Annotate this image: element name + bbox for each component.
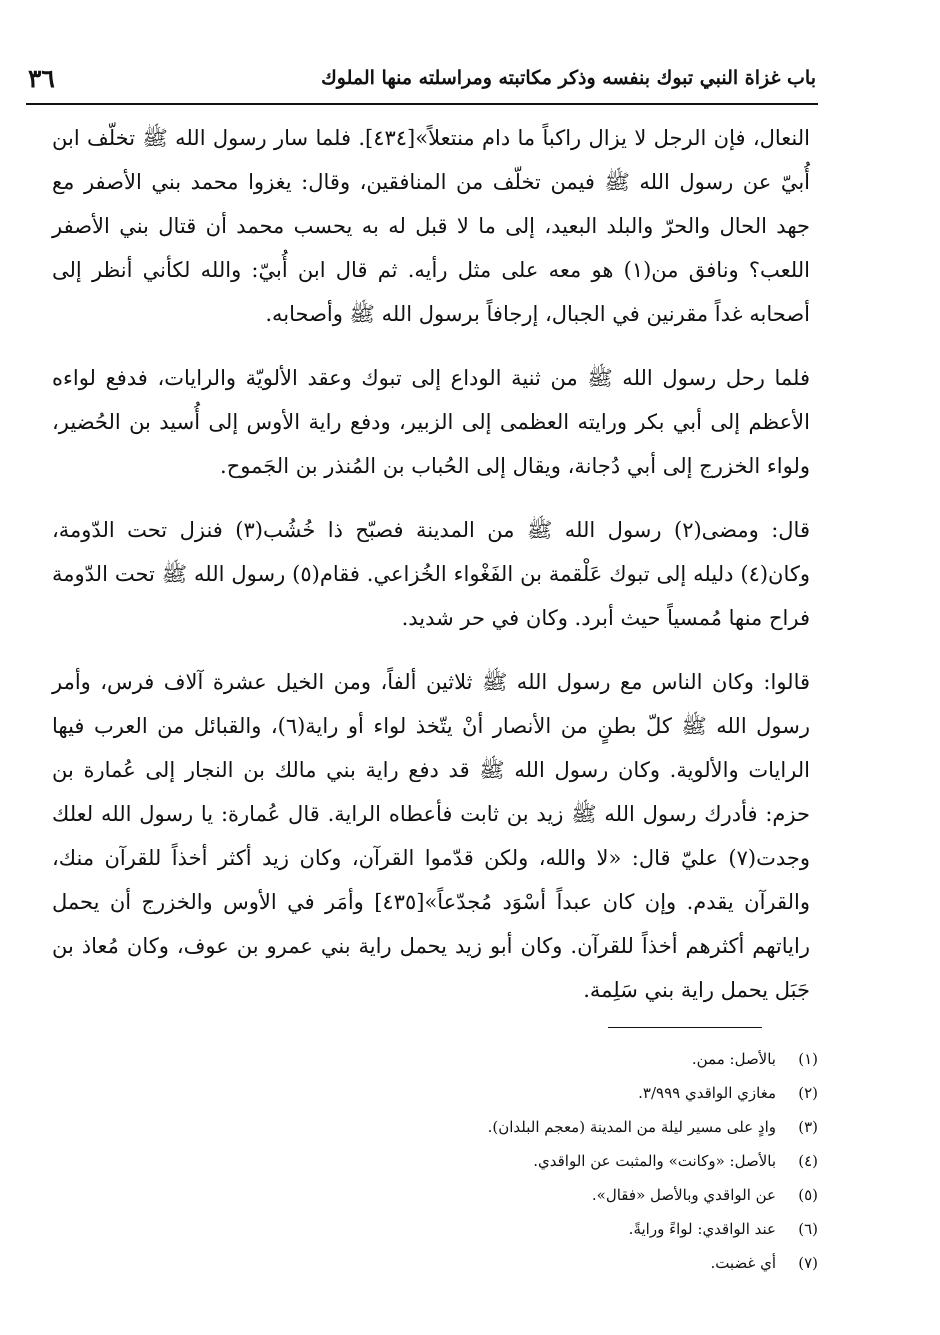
running-title: باب غزاة النبي تبوك بنفسه وذكر مكاتبته ومراسلته منها الملوك <box>321 67 816 89</box>
footnote-number: (٣) <box>798 1118 818 1136</box>
paragraph: فلما رحل رسول الله ﷺ من ثنية الوداع إلى تبوك وعقد الألويّة والرايات، فدفع لواءه الأعظم إلى أبي بكر ورايته العظمى إلى الزبير، ودفع راية الأوس إلى أُسيد بن الحُضير، ولواء الخزرج إلى أبي دُجانة، ويقال إلى الحُباب بن المُنذر بن الجَموح. <box>52 366 810 478</box>
footnote-number: (١) <box>798 1050 818 1068</box>
footnote-text: وادٍ على مسير ليلة من المدينة (معجم البلدان). <box>487 1118 776 1136</box>
header-rule <box>26 103 818 105</box>
footnote-number: (٤) <box>798 1152 818 1170</box>
main-text <box>52 116 810 1012</box>
footnote-text: عن الواقدي وبالأصل «فقال». <box>591 1186 776 1204</box>
paragraph: قالوا: وكان الناس مع رسول الله ﷺ ثلاثين ألفاً، ومن الخيل عشرة آلاف فرس، وأمر رسول الله ﷺ كلّ بطنٍ من الأنصار أنْ يتّخذ لواء أو راية(٦)، والقبائل من العرب فيها الرايات والألوية. وكان رسول الله ﷺ قد دفع راية بني مالك بن النجار إلى عُمارة بن حزم: فأدرك رسول الله ﷺ زيد بن ثابت فأعطاه الراية. قال عُمارة: يا رسول الله لعلك وجدت(٧) عليّ قال: «لا والله، ولكن قدّموا القرآن، وكان زيد أكثر أخذاً للقرآن منك، والقرآن يقدم. وإن كان عبداً أسْوَد مُجدّعاً»[٤٣٥] وأمَر في الأوس والخزرج أن يحمل راياتهم أكثرهم أخذاً للقرآن. وكان أبو زيد يحمل راية بني عمرو بن عوف، وكان مُعاذ بن جَبَل يحمل راية بني سَلِمة. <box>52 670 810 1002</box>
footnote <box>400 1042 818 1076</box>
footnote-number: (٢) <box>798 1084 818 1102</box>
footnote <box>400 1246 818 1280</box>
footnote-text: مغازي الواقدي ٣/٩٩٩. <box>638 1084 776 1102</box>
footnote-text: بالأصل: «وكانت» والمثبت عن الواقدي. <box>533 1152 776 1170</box>
footnote <box>400 1110 818 1144</box>
footnote-text: أي غضبت. <box>710 1254 776 1272</box>
footnote-number: (٥) <box>798 1186 818 1204</box>
footnote <box>400 1212 818 1246</box>
paragraph: النعال، فإن الرجل لا يزال راكباً ما دام منتعلاً»[٤٣٤]. فلما سار رسول الله ﷺ تخلّف ابن أُبيّ عن رسول الله ﷺ فيمن تخلّف من المنافقين، وقال: يغزوا محمد بني الأصفر مع جهد الحال والحرّ والبلد البعيد، إلى ما لا قبل له به يحسب محمد أن قتال بني الأصفر اللعب؟ ونافق من(١) هو معه على مثل رأيه. ثم قال ابن أُبيّ: والله لكأني أنظر إلى أصحابه غداً مقرنين في الجبال، إرجافاً برسول الله ﷺ وأصحابه. <box>52 126 810 326</box>
footnote <box>400 1144 818 1178</box>
footnote-text: بالأصل: ممن. <box>691 1050 776 1068</box>
footnote <box>400 1178 818 1212</box>
footnote-number: (٧) <box>798 1254 818 1272</box>
footnote <box>400 1076 818 1110</box>
footnotes <box>400 1042 818 1280</box>
page-number: ٣٦ <box>28 63 55 93</box>
paragraph: قال: ومضى(٢) رسول الله ﷺ من المدينة فصبّح ذا خُشُب(٣) فنزل تحت الدّومة، وكان(٤) دليله إلى تبوك عَلْقمة بن الفَغْواء الخُزاعي. فقام(٥) رسول الله ﷺ تحت الدّومة فراح منها مُمسياً حيث أبرد. وكان في حر شديد. <box>52 518 810 630</box>
footnote-text: عند الواقدي: لواءً ورايةً. <box>628 1220 776 1238</box>
footnote-number: (٦) <box>798 1220 818 1238</box>
footnote-separator <box>608 1027 762 1028</box>
page-header <box>28 58 816 98</box>
